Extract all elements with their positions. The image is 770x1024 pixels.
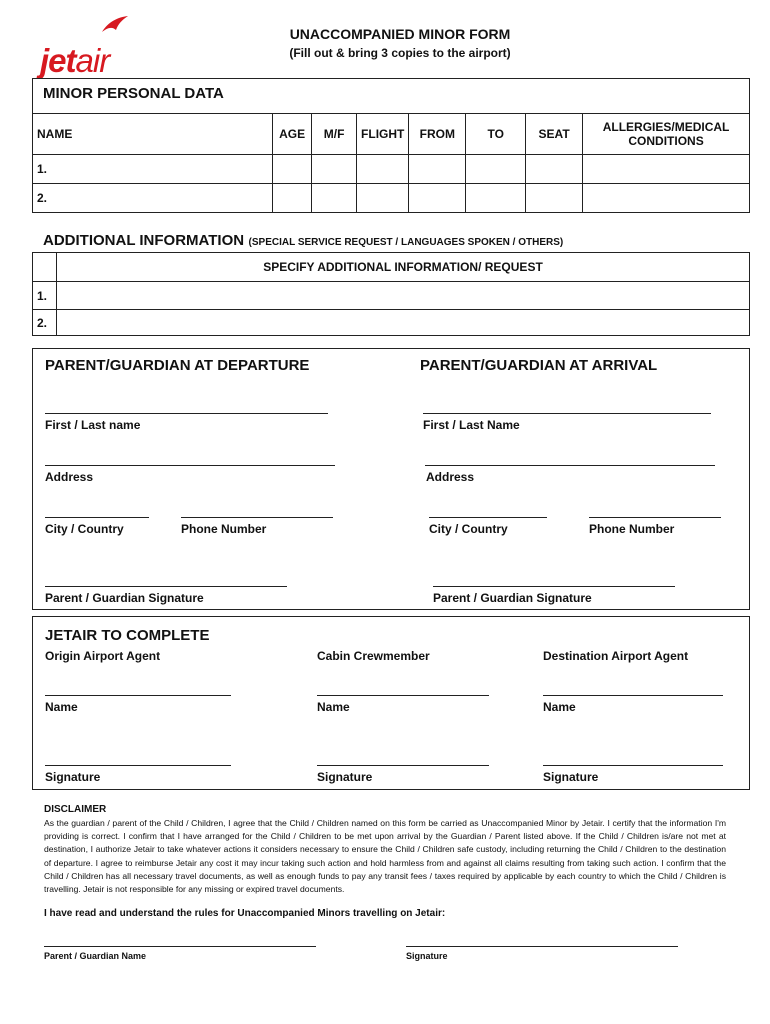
col-flight: FLIGHT <box>357 114 409 155</box>
col-from: FROM <box>409 114 466 155</box>
jetair-section <box>32 616 750 790</box>
col-to: TO <box>466 114 526 155</box>
additional-input[interactable] <box>57 282 750 310</box>
additional-section-title: ADDITIONAL INFORMATION <box>43 232 245 249</box>
arrival-name-label: First / Last Name <box>423 418 520 432</box>
col-allergies: ALLERGIES/MEDICAL CONDITIONS <box>583 114 750 155</box>
additional-row-2[interactable] <box>33 310 750 336</box>
disclaimer-title: DISCLAIMER <box>44 804 107 815</box>
origin-name-label: Name <box>45 700 78 714</box>
from-cell[interactable] <box>409 155 466 184</box>
flight-cell[interactable] <box>357 184 409 213</box>
origin-agent-label: Origin Airport Agent <box>45 649 161 663</box>
additional-table <box>32 252 750 336</box>
from-cell[interactable] <box>409 184 466 213</box>
allergies-cell[interactable] <box>583 155 750 184</box>
minor-table-header <box>33 114 750 155</box>
row-number: 2. <box>33 310 57 336</box>
cabin-crew-label: Cabin Crewmember <box>317 649 430 663</box>
brand-name-light: air <box>75 42 110 79</box>
mf-cell[interactable] <box>312 155 357 184</box>
departure-address-line[interactable] <box>45 465 335 466</box>
blank-cell <box>33 253 57 282</box>
flight-cell[interactable] <box>357 155 409 184</box>
arrival-address-line[interactable] <box>425 465 715 466</box>
arrival-name-line[interactable] <box>423 413 711 414</box>
minor-row-1[interactable] <box>33 155 750 184</box>
row-number: 2. <box>33 184 273 213</box>
cabin-name-line[interactable] <box>317 695 489 696</box>
destination-name-line[interactable] <box>543 695 723 696</box>
departure-address-label: Address <box>45 470 94 484</box>
row-number: 1. <box>33 155 273 184</box>
disclaimer-ack: I have read and understand the rules for Unaccompanied Minors travelling on Jetair: <box>44 908 446 919</box>
departure-name-label: First / Last name <box>45 418 141 432</box>
arrival-city-line[interactable] <box>429 517 547 518</box>
departure-signature-line[interactable] <box>45 586 287 587</box>
origin-name-line[interactable] <box>45 695 231 696</box>
cabin-signature-label: Signature <box>317 770 373 784</box>
to-cell[interactable] <box>466 184 526 213</box>
cabin-signature-line[interactable] <box>317 765 489 766</box>
arrival-signature-label: Parent / Guardian Signature <box>433 591 592 605</box>
mf-cell[interactable] <box>312 184 357 213</box>
departure-phone-line[interactable] <box>181 517 333 518</box>
minor-section-title: MINOR PERSONAL DATA <box>43 85 224 102</box>
jetair-section-title: JETAIR TO COMPLETE <box>45 627 210 644</box>
arrival-phone-label: Phone Number <box>589 522 675 536</box>
guardian-name-label: Parent / Guardian Name <box>44 951 147 961</box>
departure-city-label: City / Country <box>45 522 124 536</box>
seat-cell[interactable] <box>526 155 583 184</box>
form-subtitle: (Fill out & bring 3 copies to the airport) <box>289 46 511 60</box>
minor-table <box>32 113 750 213</box>
arrival-phone-line[interactable] <box>589 517 721 518</box>
age-cell[interactable] <box>273 184 312 213</box>
seat-cell[interactable] <box>526 184 583 213</box>
additional-input[interactable] <box>57 310 750 336</box>
cabin-name-label: Name <box>317 700 350 714</box>
additional-table-header <box>33 253 750 282</box>
bird-icon <box>100 14 130 36</box>
departure-city-line[interactable] <box>45 517 149 518</box>
destination-agent-label: Destination Airport Agent <box>543 649 689 663</box>
disclaimer-signature-line[interactable] <box>406 946 678 947</box>
origin-signature-label: Signature <box>45 770 101 784</box>
disclaimer-text: As the guardian / parent of the Child / Children, I agree that the Child / Children named on this form be carried as Unaccompanied Minor by Jetair. I certify that the information I'm providing is correct. I confirm that I have arranged for the Child / Children to be met upon arrival by the Guardian / Parent listed above. If the Child / Children is/are not met at destination, I authorize Jetair to take whatever actions it considers necessary to ensure the Child / Children safe custody, including returning the Child / Children to the destination of departure. I agree to reimburse Jetair any cost it may incur taking such action and hold harmless from and against all claims resulting from taking such action. I confirm that the Child / Children has all necessary travel documents, as well as enough funds to pay any transit fees / taxes required by applicable by each country to which the Child / Children is travelling. Jetair is not responsible for any missing or expired travel documents. <box>44 818 726 895</box>
additional-section-note: (SPECIAL SERVICE REQUEST / LANGUAGES SPOKEN / OTHERS) <box>248 237 564 248</box>
additional-header: SPECIFY ADDITIONAL INFORMATION/ REQUEST <box>57 253 750 282</box>
form-title: UNACCOMPANIED MINOR FORM <box>289 26 511 42</box>
age-cell[interactable] <box>273 155 312 184</box>
departure-title: PARENT/GUARDIAN AT DEPARTURE <box>45 357 310 374</box>
row-number: 1. <box>33 282 57 310</box>
destination-name-label: Name <box>543 700 576 714</box>
col-age: AGE <box>273 114 312 155</box>
additional-title-wrap <box>43 232 563 250</box>
guardian-name-line[interactable] <box>44 946 316 947</box>
departure-phone-label: Phone Number <box>181 522 267 536</box>
arrival-city-label: City / Country <box>429 522 508 536</box>
additional-row-1[interactable] <box>33 282 750 310</box>
destination-signature-line[interactable] <box>543 765 723 766</box>
jetair-logo <box>38 14 138 79</box>
col-mf: M/F <box>312 114 357 155</box>
minor-row-2[interactable] <box>33 184 750 213</box>
arrival-signature-line[interactable] <box>433 586 675 587</box>
minor-data-section <box>32 78 750 213</box>
departure-signature-label: Parent / Guardian Signature <box>45 591 204 605</box>
guardian-section <box>32 348 750 610</box>
departure-name-line[interactable] <box>45 413 328 414</box>
arrival-title: PARENT/GUARDIAN AT ARRIVAL <box>420 357 658 374</box>
origin-signature-line[interactable] <box>45 765 231 766</box>
col-seat: SEAT <box>526 114 583 155</box>
arrival-address-label: Address <box>426 470 475 484</box>
to-cell[interactable] <box>466 155 526 184</box>
destination-signature-label: Signature <box>543 770 599 784</box>
allergies-cell[interactable] <box>583 184 750 213</box>
disclaimer-signature-label: Signature <box>406 951 448 961</box>
col-name: NAME <box>33 114 273 155</box>
brand-name-bold: jet <box>40 42 76 79</box>
